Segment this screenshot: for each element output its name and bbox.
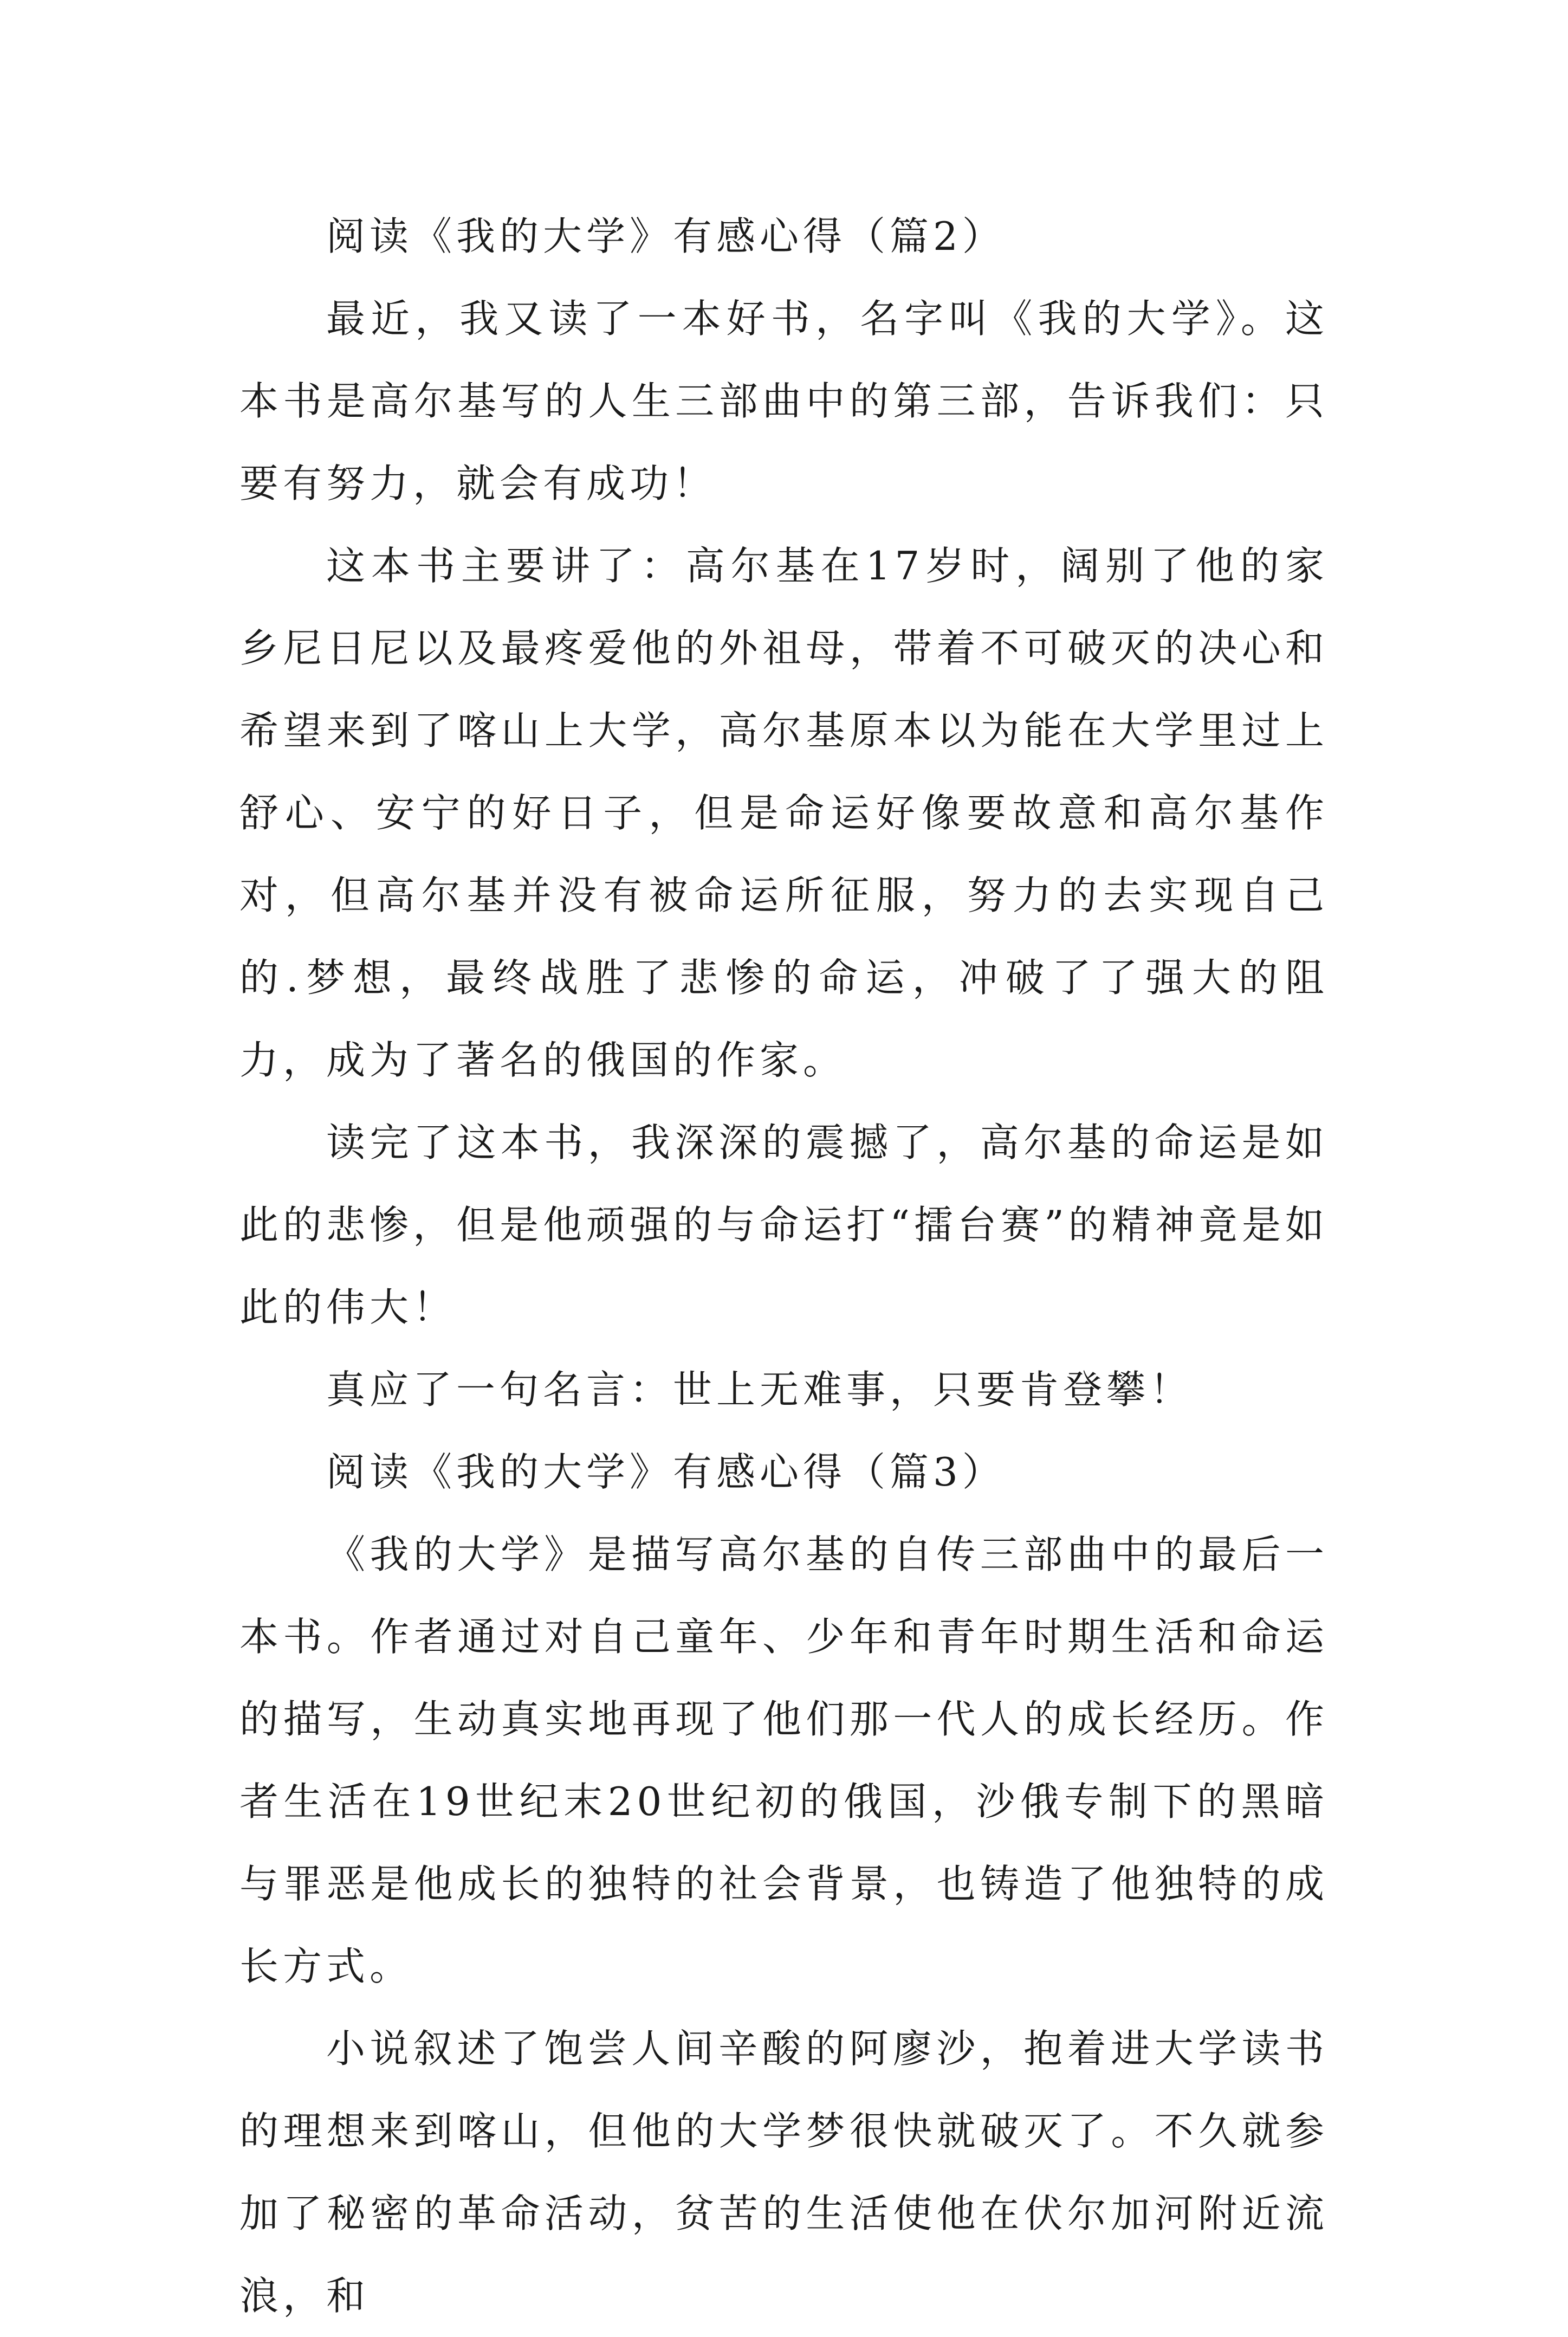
section-heading-2: 阅读《我的大学》有感心得（篇2） (326, 214, 1006, 259)
document-body (239, 195, 1329, 2337)
paragraph: 真应了一句名言：世上无难事，只要肯登攀！ (326, 1367, 1194, 1412)
section-heading-3: 阅读《我的大学》有感心得（篇3） (326, 1449, 1006, 1495)
paragraph: 读完了这本书，我深深的震撼了，高尔基的命运是如此的悲惨，但是他顽强的与命运打“擂台赛”的精神竟是如此的伟大！ (239, 1120, 1329, 1330)
paragraph: 这本书主要讲了：高尔基在17岁时，阔别了他的家乡尼日尼以及最疼爱他的外祖母，带着不可破灭的决心和希望来到了喀山上大学，高尔基原本以为能在大学里过上舒心、安宁的好日子，但是命运好像要故意和高尔基作对，但高尔基并没有被命运所征服，努力的去实现自己的.梦想，最终战胜了悲惨的命运，冲破了了强大的阻力，成为了著名的俄国的作家。 (239, 543, 1329, 1083)
paragraph: 最近，我又读了一本好书，名字叫《我的大学》。这本书是高尔基写的人生三部曲中的第三部，告诉我们：只要有努力，就会有成功！ (239, 296, 1329, 506)
paragraph: 小说叙述了饱尝人间辛酸的阿廖沙，抱着进大学读书的理想来到喀山，但他的大学梦很快就破灭了。不久就参加了秘密的革命活动，贫苦的生活使他在伏尔加河附近流浪，和 (239, 2026, 1329, 2319)
paragraph: 《我的大学》是描写高尔基的自传三部曲中的最后一本书。作者通过对自己童年、少年和青年时期生活和命运的描写，生动真实地再现了他们那一代人的成长经历。作者生活在19世纪末20世纪初的俄国，沙俄专制下的黑暗与罪恶是他成长的独特的社会背景，也铸造了他独特的成长方式。 (239, 1532, 1329, 1989)
